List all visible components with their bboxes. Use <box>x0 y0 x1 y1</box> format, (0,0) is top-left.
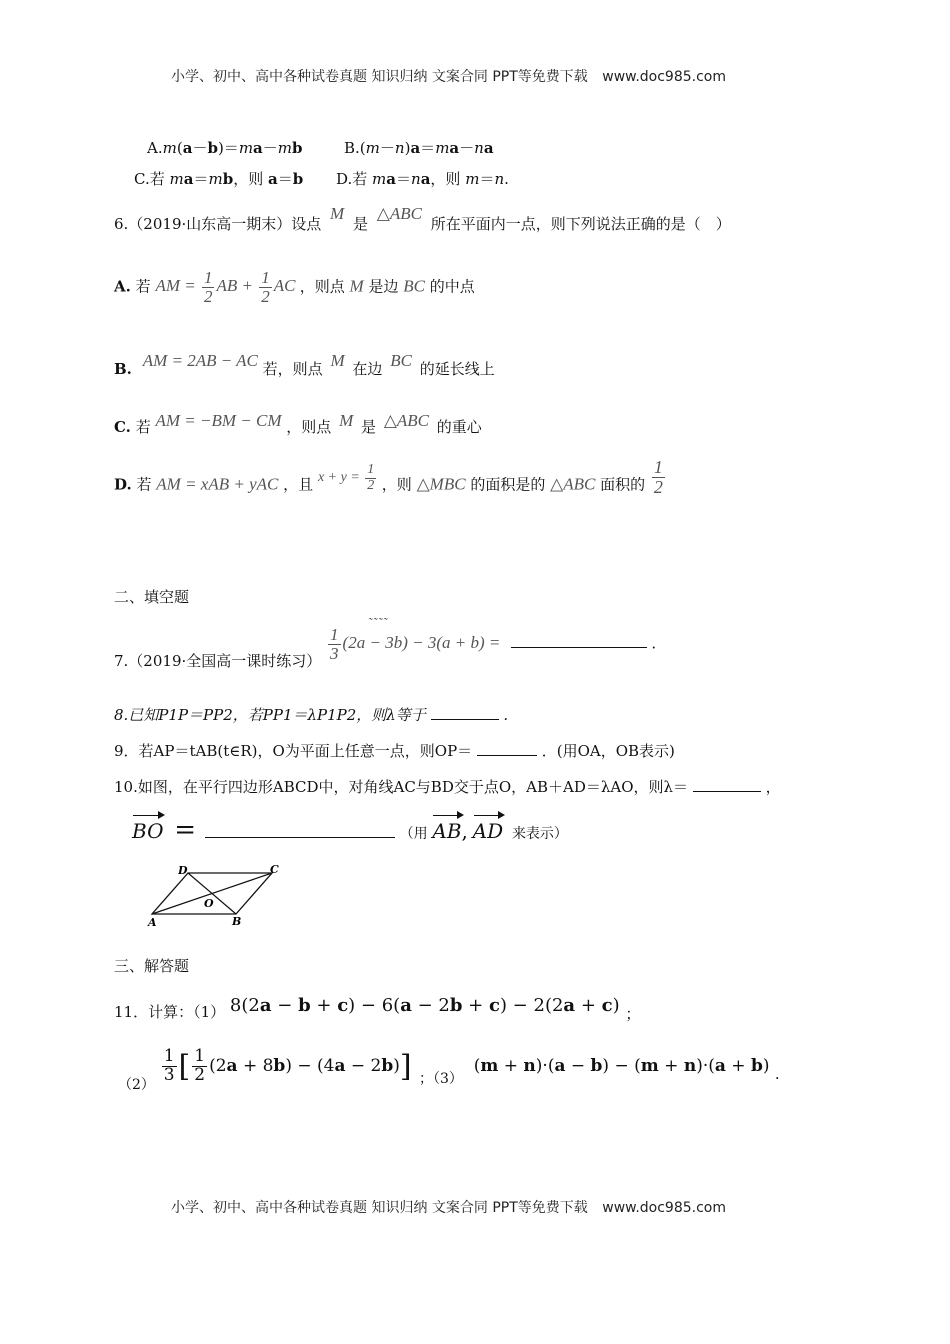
footer-url[interactable]: www.doc985.com <box>602 1200 726 1216</box>
label-a: A <box>148 916 157 929</box>
q11-expression-1: 8(2a − b + c) − 6(a − 2b + c) − 2(2a + c) <box>229 995 626 1016</box>
q6d-half: $\frac{1}{2}$ <box>653 457 663 497</box>
q10: 10.如图，在平行四边形ABCD中，对角线AC与BD交于点O，AB＋AD＝λAO，则λ＝ ， <box>114 778 781 796</box>
label-c: C <box>270 863 279 876</box>
q6-stem: 6.（2019·山东高一期末）设点 M 是 △ABC 所在平面内一点，则下列说法正确的是（ ） <box>114 204 731 233</box>
q11-part2-3: （2） $\frac{1}{3}$ [ $\frac{1}{2}$ (2a + 8b) − (4a − 2b)] ；（3） (m + n)·(a − b) − (m + n)·(a + b) . <box>118 1046 780 1093</box>
label-o: O <box>204 897 214 910</box>
q5-option-c: C.若 ma＝mb，则 a＝b <box>134 170 304 188</box>
q5-option-a: A.m(a－b)＝ma－mb <box>147 139 303 157</box>
q9-answer-blank[interactable] <box>477 741 537 756</box>
page-footer <box>171 1197 726 1217</box>
q6-option-b: B. AM = 2AB − AC 若，则点 M 在边 BC 的延长线上 <box>114 351 495 378</box>
q10-lambda-blank[interactable] <box>693 777 761 792</box>
q6-option-a: A. 若 AM = $\frac{1}{2}$ AB + $\frac{1}{2}$ AC ，则点 M 是边 BC 的中点 <box>114 268 475 306</box>
section-solve-title: 三、解答题 <box>114 957 190 975</box>
header-text: 小学、初中、高中各种试卷真题 知识归纳 文案合同 PPT等免费下载 <box>171 69 588 85</box>
q5-option-d: D.若 ma＝na，则 m＝n. <box>336 170 509 188</box>
header-url[interactable]: www.doc985.com <box>602 69 726 85</box>
q6d-condition: x + y = $\frac{1}{2}$ <box>317 461 375 493</box>
section-fill-blank-title: 二、填空题 <box>114 588 190 606</box>
q6-option-c: C. 若 AM = −BM − CM ，则点 M 是 △ABC 的重心 <box>114 411 482 436</box>
q7-expression: ˜˜˜˜ $\frac{1}{3}$ (2a − 3b) − 3(a + b) = <box>330 615 505 663</box>
q11-part1: 11．计算：（1） 8(2a − b + c) − 6(a − 2b + c) − 2(2a + c) ； <box>114 995 641 1023</box>
page-header <box>171 66 726 86</box>
q8-answer-blank[interactable] <box>431 705 499 720</box>
q5-option-b: B.(m－n)a＝ma－na <box>344 139 494 157</box>
q6-option-d: D. 若 AM = xAB + yAC ，且 x + y = $\frac{1}{2}$ ，则 △MBC 的面积是的 △ABC 面积的 $\frac{1}{2}$ <box>114 457 663 497</box>
q10-vector-blank[interactable] <box>205 823 395 838</box>
q11-expression-3: (m + n)·(a − b) − (m + n)·(a + b) <box>473 1055 775 1076</box>
parallelogram-figure <box>140 860 290 930</box>
q11-expression-2: $\frac{1}{3}$ [ $\frac{1}{2}$ (2a + 8b) − (4a − 2b)] <box>163 1046 412 1085</box>
q6a-expression: AM = $\frac{1}{2}$ AB + $\frac{1}{2}$ AC <box>155 268 296 306</box>
label-b: B <box>232 915 242 928</box>
q8: 8.已知P1P＝PP2，若PP1＝λP1P2，则λ等于 . <box>114 706 509 724</box>
q9: 9．若AP＝tAB(t∈R)，O为平面上任意一点，则OP＝ ．(用OA，OB表示) <box>114 742 675 760</box>
q10-vector-line: BO = （用 AB, AD 来表示） <box>132 815 568 845</box>
label-d: D <box>178 864 188 877</box>
q7: 7.（2019·全国高一课时练习） ˜˜˜˜ $\frac{1}{3}$ (2a − 3b) − 3(a + b) = . <box>114 615 657 671</box>
footer-text: 小学、初中、高中各种试卷真题 知识归纳 文案合同 PPT等免费下载 <box>171 1200 588 1216</box>
q7-answer-blank[interactable] <box>511 633 647 648</box>
